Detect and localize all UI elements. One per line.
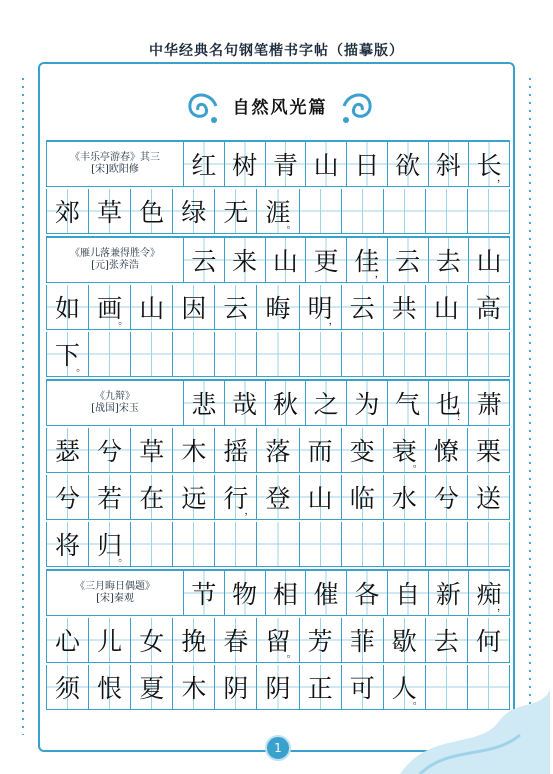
poem-author: [元]张养浩: [91, 260, 139, 271]
grid-cell: [468, 522, 510, 566]
poem-author: [宋]欧阳修: [91, 164, 139, 175]
grid-row: [46, 332, 510, 377]
right-dot-border: [529, 75, 531, 735]
grid-cell: 行 ，: [215, 475, 257, 519]
grid-cell: 兮: [46, 475, 89, 519]
grid-cell: 无: [215, 189, 257, 233]
grid-cell: 归 。: [89, 522, 131, 566]
grid-cell: 可: [342, 665, 384, 709]
grid-cell: [342, 332, 384, 376]
grid-cell: [215, 522, 257, 566]
grid-row: [46, 285, 510, 330]
grid-cell: 红: [184, 142, 225, 186]
grid-cell: 欲: [388, 142, 429, 186]
grid-cell: 长 ，: [469, 142, 510, 186]
grid-cell: 自: [388, 571, 429, 615]
grid-cell: 将: [46, 522, 89, 566]
grid-cell: [300, 332, 342, 376]
grid-cell: [89, 332, 131, 376]
page-number: 1: [265, 735, 291, 761]
grid-cell: 树: [225, 142, 266, 186]
grid-cell: 木: [173, 665, 215, 709]
grid-cell: [468, 332, 510, 376]
grid-cell: 云: [184, 238, 225, 282]
punctuation-mark: 。: [412, 459, 423, 470]
grid-cell: [384, 189, 426, 233]
grid-cell: [426, 332, 468, 376]
poem-label: [46, 142, 184, 186]
grid-cell: 留 。: [257, 618, 299, 662]
grid-cell: 涯 。: [257, 189, 299, 233]
grid-cell: 相: [266, 571, 307, 615]
poem-author: [宋]秦观: [96, 593, 134, 604]
grid-cell: [257, 332, 299, 376]
punctuation-mark: ，: [328, 316, 339, 327]
punctuation-mark: 。: [286, 220, 297, 231]
grid-cell: 因: [173, 285, 215, 329]
grid-cell: 山: [469, 238, 510, 282]
grid-cell: 哉: [225, 381, 266, 425]
grid-cell: 也 ！: [429, 381, 470, 425]
wave-ornament-icon: [400, 690, 550, 774]
grid-cell: 草: [89, 189, 131, 233]
grid-cell: 悲: [184, 381, 225, 425]
grid-cell: [426, 522, 468, 566]
grid-cell: 兮: [89, 428, 131, 472]
grid-cell: 各: [347, 571, 388, 615]
grid-cell: 节: [184, 571, 225, 615]
grid-cell: 为: [347, 381, 388, 425]
section-title: 自然风光篇: [232, 98, 328, 118]
grid-cell: [426, 189, 468, 233]
grid-cell: 云: [342, 285, 384, 329]
punctuation-mark: 。: [118, 316, 129, 327]
grid-cell: 临: [342, 475, 384, 519]
poem-label: [46, 381, 184, 425]
grid-cell: 衰 。: [384, 428, 426, 472]
grid-cell: 气: [388, 381, 429, 425]
grid-cell: 在: [131, 475, 173, 519]
grid-cell: 夏: [131, 665, 173, 709]
grid-cell: [131, 332, 173, 376]
left-dot-border: [22, 75, 24, 735]
poem-title: 《雁儿落兼得胜令》: [70, 248, 160, 259]
poem-label: [46, 571, 184, 615]
grid-cell: 何: [468, 618, 510, 662]
grid-cell: 画 。: [89, 285, 131, 329]
grid-row: [46, 236, 510, 283]
grid-cell: 栗: [468, 428, 510, 472]
grid-cell: 催: [306, 571, 347, 615]
punctuation-mark: 。: [76, 363, 87, 374]
grid-cell: [468, 189, 510, 233]
grid-cell: 郊: [46, 189, 89, 233]
grid-cell: 明 ，: [300, 285, 342, 329]
grid-cell: [173, 522, 215, 566]
section-header: [180, 85, 380, 125]
grid-cell: 儿: [89, 618, 131, 662]
grid-cell: 兮: [426, 475, 468, 519]
grid-row: [46, 428, 510, 473]
grid-cell: 更: [306, 238, 347, 282]
grid-cell: [300, 522, 342, 566]
grid-row: [46, 569, 510, 616]
grid-cell: 山: [306, 142, 347, 186]
grid-cell: 心: [46, 618, 89, 662]
punctuation-mark: ，: [244, 506, 255, 517]
punctuation-mark: 。: [118, 553, 129, 564]
grid-cell: 之: [306, 381, 347, 425]
grid-cell: 恨: [89, 665, 131, 709]
grid-cell: [384, 332, 426, 376]
grid-cell: 去: [429, 238, 470, 282]
grid-cell: [173, 332, 215, 376]
punctuation-mark: ！: [456, 412, 467, 423]
grid-cell: 木: [173, 428, 215, 472]
grid-cell: 送: [468, 475, 510, 519]
grid-cell: 痴 ，: [469, 571, 510, 615]
grid-cell: 水: [384, 475, 426, 519]
grid-cell: 萧: [469, 381, 510, 425]
grid-cell: 下 。: [46, 332, 89, 376]
grid-cell: [342, 189, 384, 233]
grid-cell: 物: [225, 571, 266, 615]
writing-grid: [46, 140, 510, 712]
grid-cell: 远: [173, 475, 215, 519]
grid-cell: 新: [429, 571, 470, 615]
grid-cell: 瑟: [46, 428, 89, 472]
grid-cell: 山: [266, 238, 307, 282]
grid-cell: 山: [131, 285, 173, 329]
grid-cell: 若: [89, 475, 131, 519]
grid-cell: 芳: [300, 618, 342, 662]
punctuation-mark: ，: [497, 173, 507, 184]
grid-cell: 挽: [173, 618, 215, 662]
grid-cell: 共: [384, 285, 426, 329]
grid-cell: 女: [131, 618, 173, 662]
grid-cell: 摇: [215, 428, 257, 472]
grid-cell: [300, 189, 342, 233]
grid-cell: [257, 522, 299, 566]
page-title: 中华经典名句钢笔楷书字帖（描摹版）: [149, 43, 404, 59]
grid-cell: 云: [388, 238, 429, 282]
poem-title: 《九辩》: [95, 391, 135, 402]
grid-cell: 佳 ，: [347, 238, 388, 282]
grid-cell: 须: [46, 665, 89, 709]
grid-cell: 青: [266, 142, 307, 186]
grid-cell: 山: [300, 475, 342, 519]
grid-cell: 歇: [384, 618, 426, 662]
grid-cell: 阴: [215, 665, 257, 709]
grid-cell: 变: [342, 428, 384, 472]
grid-cell: [384, 522, 426, 566]
grid-cell: 秋: [266, 381, 307, 425]
grid-cell: 草: [131, 428, 173, 472]
grid-row: [46, 379, 510, 426]
poem-label: [46, 238, 184, 282]
grid-cell: 斜: [429, 142, 470, 186]
poem-title: 《三月晦日偶题》: [75, 581, 155, 592]
grid-cell: 菲: [342, 618, 384, 662]
grid-cell: 色: [131, 189, 173, 233]
poem-title: 《丰乐亭游春》其三: [70, 152, 160, 163]
grid-row: [46, 140, 510, 187]
grid-cell: 山: [426, 285, 468, 329]
punctuation-mark: ，: [497, 602, 507, 613]
grid-cell: 日: [347, 142, 388, 186]
grid-cell: 来: [225, 238, 266, 282]
grid-cell: 正: [300, 665, 342, 709]
grid-cell: [215, 332, 257, 376]
grid-cell: 高: [468, 285, 510, 329]
punctuation-mark: 。: [286, 649, 297, 660]
grid-row: [46, 189, 510, 234]
grid-cell: 而: [300, 428, 342, 472]
punctuation-mark: 。: [412, 696, 423, 707]
grid-cell: 绿: [173, 189, 215, 233]
grid-cell: 人 。: [384, 665, 426, 709]
grid-cell: 登: [257, 475, 299, 519]
grid-cell: 去: [426, 618, 468, 662]
grid-cell: 落: [257, 428, 299, 472]
grid-cell: [342, 522, 384, 566]
grid-cell: 春: [215, 618, 257, 662]
grid-cell: [131, 522, 173, 566]
punctuation-mark: ，: [374, 269, 385, 280]
grid-cell: 憭: [426, 428, 468, 472]
grid-row: [46, 475, 510, 520]
grid-cell: 云: [215, 285, 257, 329]
grid-row: [46, 618, 510, 663]
grid-cell: 晦: [257, 285, 299, 329]
poem-author: [战国]宋玉: [91, 403, 139, 414]
grid-cell: 阴: [257, 665, 299, 709]
grid-row: [46, 522, 510, 567]
grid-cell: 如: [46, 285, 89, 329]
